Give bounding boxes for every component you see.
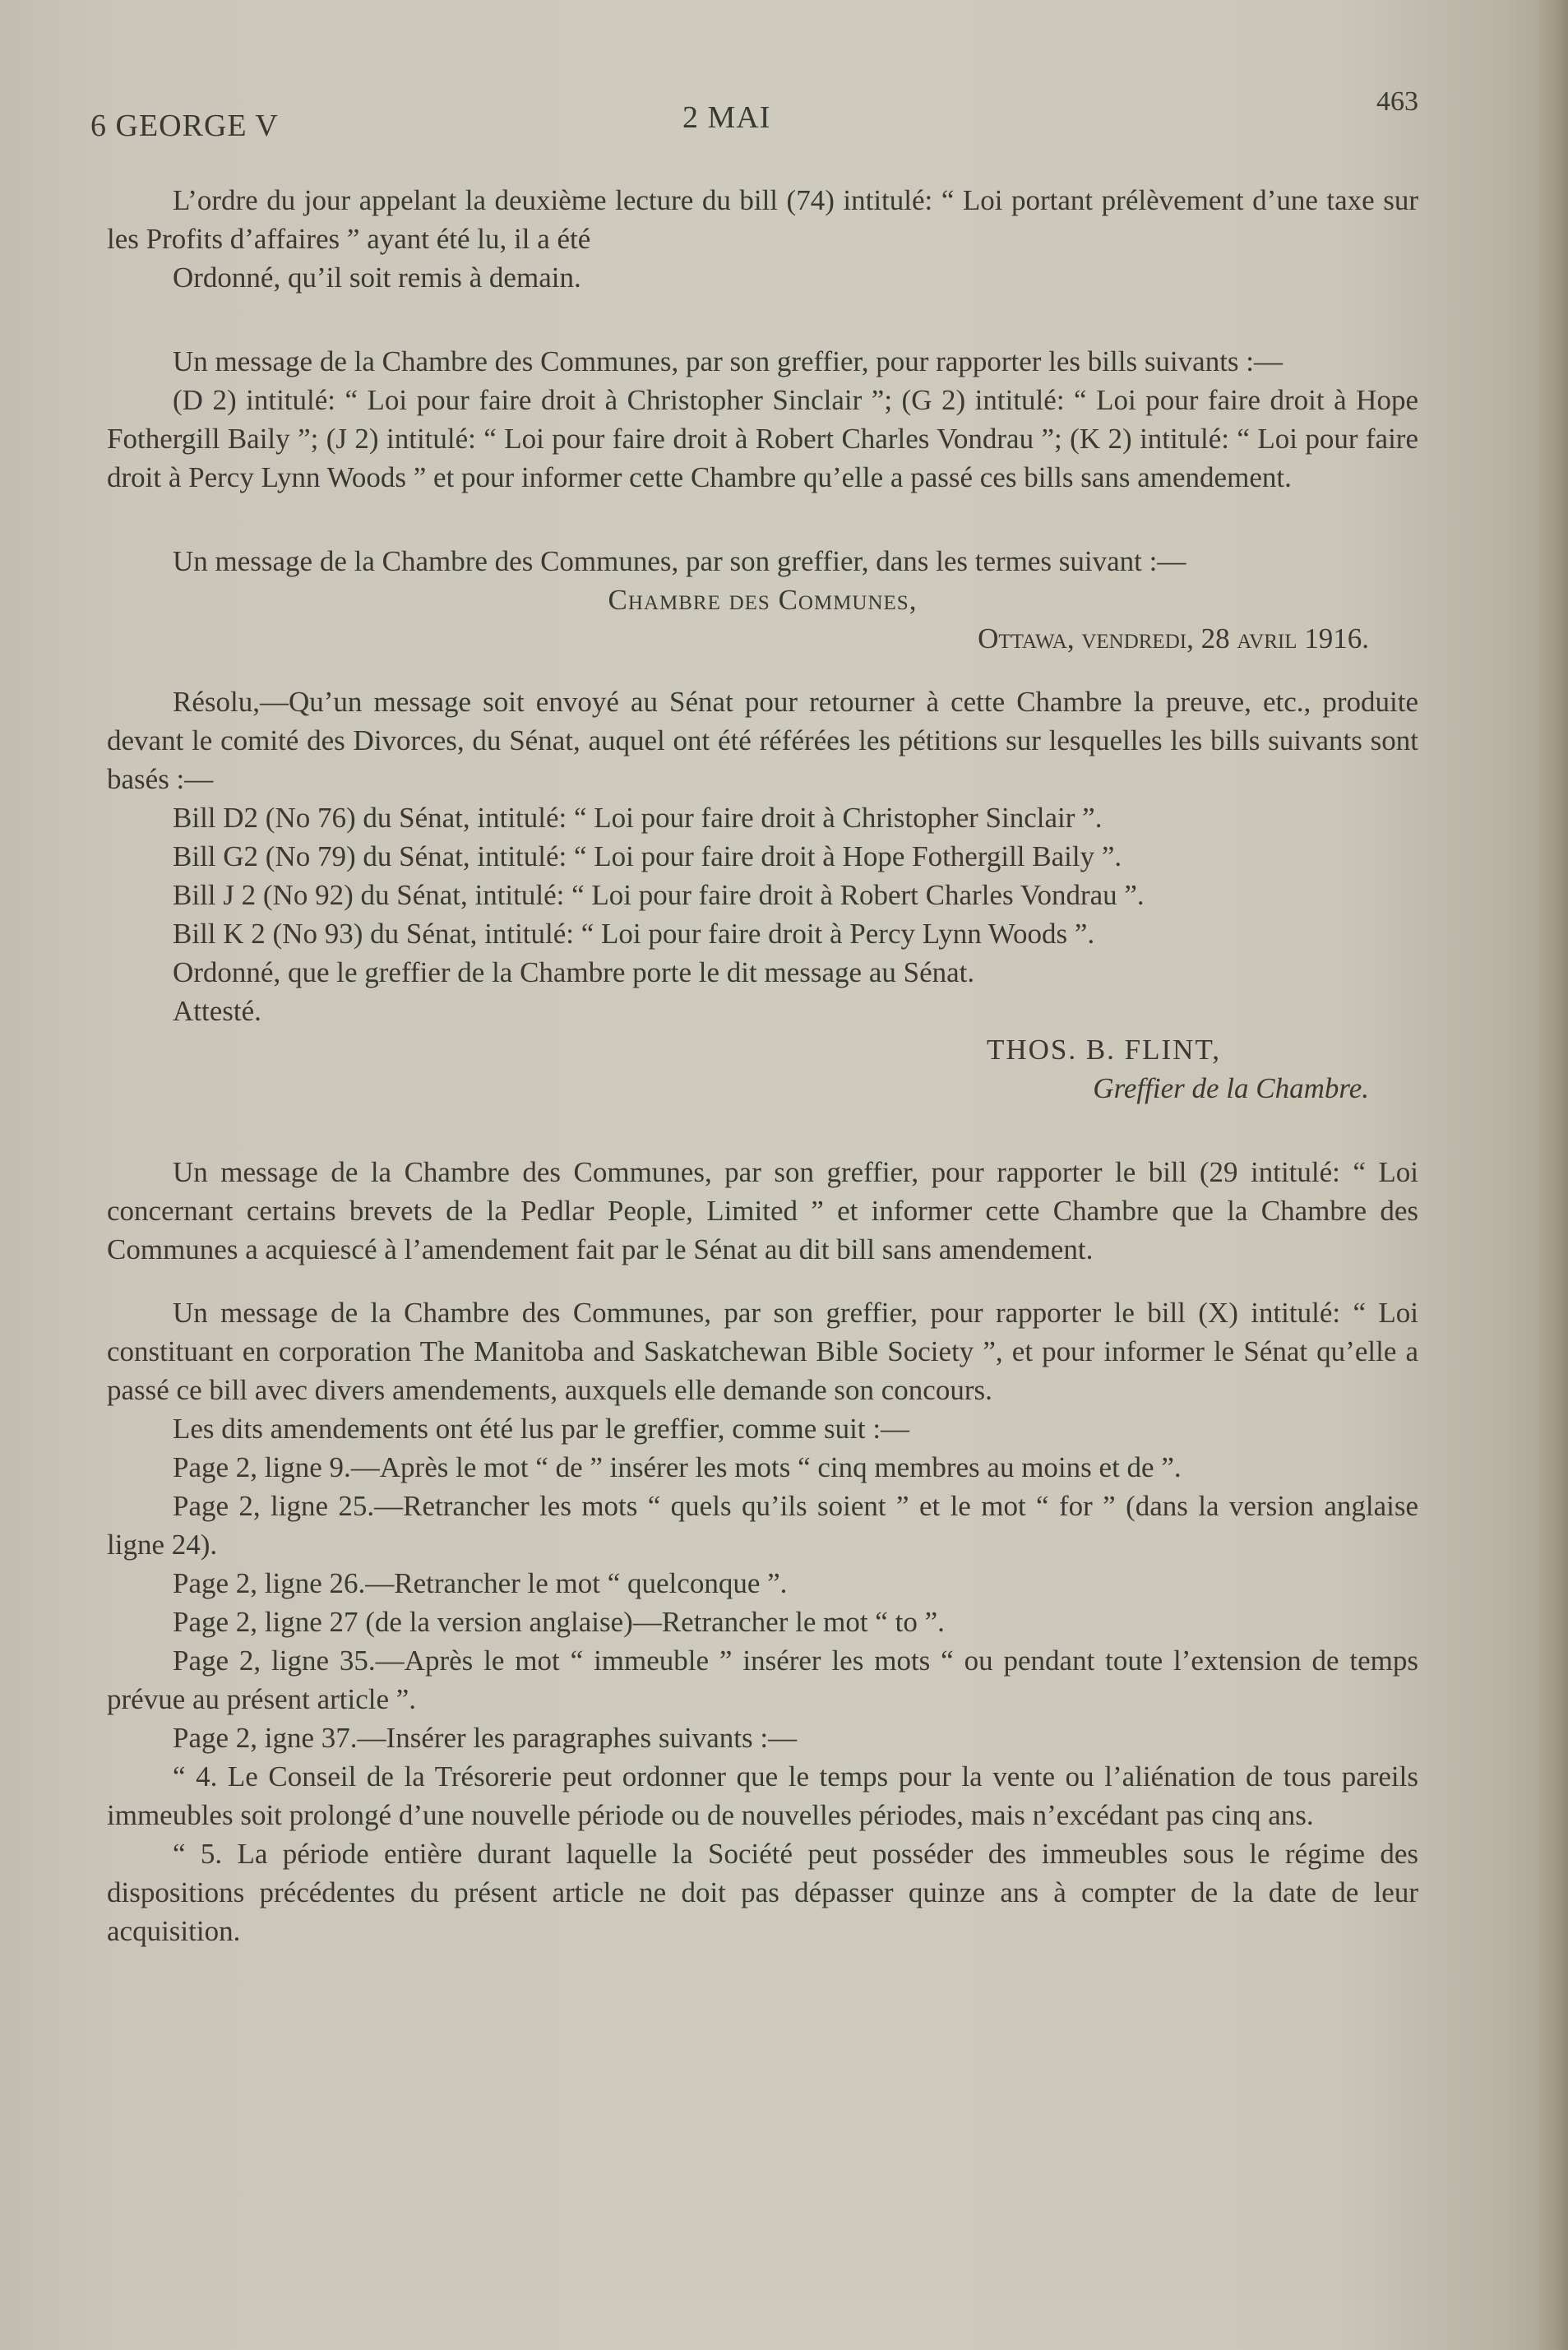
amendment-page2-ligne26: Page 2, ligne 26.—Retrancher le mot “ quelconque ”. [173, 1567, 788, 1599]
paragraph-message-termes: Un message de la Chambre des Communes, par son greffier, dans les termes suivant :— [173, 545, 1186, 577]
bill-item-j2: Bill J 2 (No 92) du Sénat, intitulé: “ Loi pour faire droit à Robert Charles Vondrau ”. [173, 879, 1145, 911]
paragraph-amendements-lus: Les dits amendements ont été lus par le greffier, comme suit :— [173, 1413, 910, 1445]
amendment-page2-ligne25: Page 2, ligne 25.—Retrancher les mots “ quels qu’ils soient ” et le mot “ for ” (dans la version anglaise ligne 24). [107, 1490, 1418, 1561]
running-header [90, 82, 1418, 148]
dateline [107, 619, 1418, 658]
signature-name: THOS. B. FLINT, [986, 1034, 1221, 1066]
amendment-page2-ligne35: Page 2, ligne 35.—Après le mot “ immeuble ” insérer les mots “ ou pendant toute l’extension de temps prévue au présent article ”. [107, 1645, 1418, 1715]
house-of-commons-heading: Chambre des Communes, [608, 584, 918, 616]
amendment-page2-ligne9: Page 2, ligne 9.—Après le mot “ de ” insérer les mots “ cinq membres au moins et de ”. [173, 1451, 1182, 1483]
paragraph-bills-list: (D 2) intitulé: “ Loi pour faire droit à Christopher Sinclair ”; (G 2) intitulé: “ Loi pour faire droit à Hope Fothergill Baily ”; (J 2) intitulé: “ Loi pour faire droit à Robert Charles Vondrau ”; (K 2) intitulé: “ Loi pour faire droit à Percy Lynn Woods ” et pour informer cette Chambre qu’elle a passé ces bills sans amendement. [107, 384, 1418, 493]
page-number: 463 [1376, 86, 1418, 117]
header-date: 2 MAI [682, 100, 771, 135]
paragraph-message-bills: Un message de la Chambre des Communes, par son greffier, pour rapporter les bills suivants :— [173, 345, 1284, 377]
paragraph-order-of-day: L’ordre du jour appelant la deuxième lecture du bill (74) intitulé: “ Loi portant prélèvement d’une taxe sur les Profits d’affaires ” ayant été lu, il a été [107, 184, 1418, 255]
dateline-text: Ottawa, vendredi, 28 avril 1916. [978, 622, 1369, 655]
paragraph-pedlar-people: Un message de la Chambre des Communes, par son greffier, pour rapporter le bill (29 intitulé: “ Loi concernant certains brevets de la Pedlar People, Limited ” et informer cette Chambre que la Chambre des Communes a acquiescé à l’amendement fait par le Sénat au dit bill sans amendement. [107, 1156, 1418, 1265]
amendment-page2-ligne37: Page 2, igne 37.—Insérer les paragraphes suivants :— [173, 1722, 798, 1754]
paragraph-resolu: Résolu,—Qu’un message soit envoyé au Sénat pour retourner à cette Chambre la preuve, etc., produite devant le comité des Divorces, du Sénat, auquel ont été référées les pétitions sur lesquelles les bills suivants sont basés :— [107, 686, 1418, 795]
text-column [90, 82, 1418, 1950]
amendment-page2-ligne27: Page 2, ligne 27 (de la version anglaise)—Retrancher le mot “ to ”. [173, 1606, 945, 1638]
signature-title: Greffier de la Chambre. [1093, 1072, 1369, 1104]
book-spine-shadow [1535, 0, 1568, 2350]
paragraph-ordonne-greffier: Ordonné, que le greffier de la Chambre porte le dit message au Sénat. [173, 956, 975, 988]
bill-item-g2: Bill G2 (No 79) du Sénat, intitulé: “ Loi pour faire droit à Hope Fothergill Baily ”. [173, 840, 1122, 872]
quoted-paragraph-5: “ 5. La période entière durant laquelle la Société peut posséder des immeubles sous le régime des dispositions précédentes du présent article ne doit pas dépasser quinze ans à compter de la date de leur acquisition. [107, 1838, 1418, 1947]
bill-item-k2: Bill K 2 (No 93) du Sénat, intitulé: “ Loi pour faire droit à Percy Lynn Woods ”. [173, 918, 1095, 950]
paragraph-ordonne-remis: Ordonné, qu’il soit remis à demain. [173, 261, 581, 294]
quoted-paragraph-4: “ 4. Le Conseil de la Trésorerie peut ordonner que le temps pour la vente ou l’aliénation de tous pareils immeubles soit prolongé d’une nouvelle période ou de nouvelles périodes, mais n’excédant pas cinq ans. [107, 1760, 1418, 1831]
header-regnal-year: 6 GEORGE V [90, 109, 279, 143]
bill-item-d2: Bill D2 (No 76) du Sénat, intitulé: “ Loi pour faire droit à Christopher Sinclair ”. [173, 802, 1103, 834]
attestation: Attesté. [173, 995, 261, 1027]
paragraph-bible-society: Un message de la Chambre des Communes, par son greffier, pour rapporter le bill (X) intitulé: “ Loi constituant en corporation The Manitoba and Saskatchewan Bible Society ”, et pour informer le Sénat qu’elle a passé ce bill avec divers amendements, auxquels elle demande son concours. [107, 1297, 1418, 1406]
